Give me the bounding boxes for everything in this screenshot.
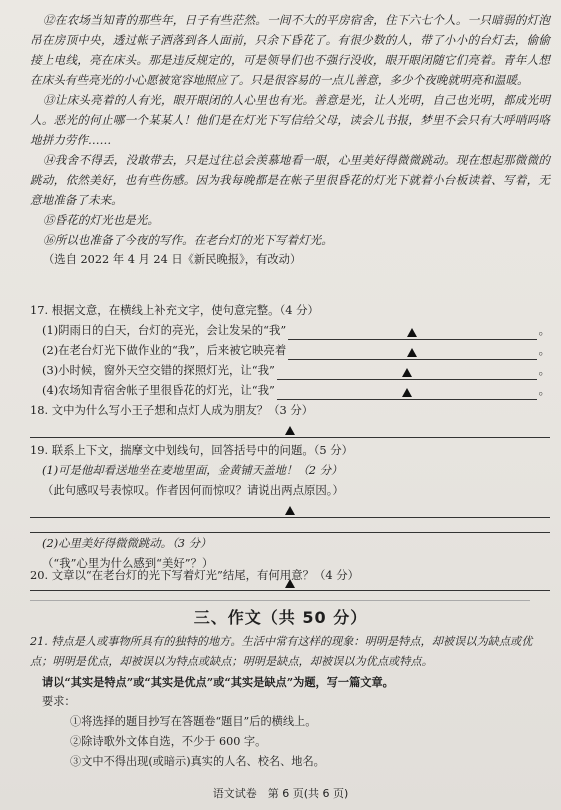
answer-triangle-icon xyxy=(285,426,295,435)
paragraph-14: ⑭我舍不得丢，没敢带去，只是过往总会羡慕地看一眼，心里美好得微微跳动。现在想起那微微的跳动，依然美好，也有些伤感。因为我每晚都是在帐子里很昏花的灯光下就着小台板读着、写着，无意地准备了未来。 xyxy=(30,153,550,207)
q19-sub-2: (2)心里美好得微微跳动。（3 分） xyxy=(42,536,212,550)
section-divider xyxy=(30,600,530,601)
q17-item-2-text: (2)在老台灯光下做作业的“我”，后来被它映亮着 xyxy=(42,343,287,357)
paragraph-13: ⑬让床头亮着的人有光，眼开眼闭的人心里也有光。善意是光，让人光明，自己也光明，都成光明人。恶光的何止哪一个某某人！他们是在灯光下写信给父母，读会儿书报，梦里不会只有大呼哨吗咯地拼力劳作…… xyxy=(30,93,550,147)
q17-item-4: (4)农场知青宿舍帐子里很昏花的灯光，让“我” 。 xyxy=(42,380,550,400)
q17-item-3: (3)小时候，窗外天空交错的探照灯光，让“我” 。 xyxy=(42,360,550,380)
answer-triangle-icon xyxy=(402,388,412,397)
q21-requirements-label: 要求： xyxy=(42,695,76,708)
passage-source: （选自 2022 年 4 月 24 日《新民晚报》，有改动） xyxy=(43,253,302,266)
q17-item-2: (2)在老台灯光下做作业的“我”，后来被它映亮着 。 xyxy=(42,340,550,360)
answer-triangle-icon xyxy=(285,506,295,515)
paragraph-15: ⑮昏花的灯光也是光。 xyxy=(43,213,159,227)
q17-item-4-blank[interactable] xyxy=(277,383,537,400)
section-3-title: 三、作文（共 50 分） xyxy=(193,608,368,627)
q21-requirement-3: ③文中不得出现(或暗示)真实的人名、校名、地名。 xyxy=(70,755,325,768)
question-18 xyxy=(30,400,550,438)
answer-triangle-icon xyxy=(407,348,417,357)
q19-sub-1-question: （此句感叹号表惊叹。作者因何而惊叹？请说出两点原因。） xyxy=(42,483,344,497)
question-20-title: 20. 文章以“在老台灯的光下写着灯光”结尾，有何用意？（4 分） xyxy=(30,568,360,582)
q21-requirement-1: ①将选择的题目抄写在答题卷“题目”后的横线上。 xyxy=(70,715,317,728)
q17-item-4-text: (4)农场知青宿舍帐子里很昏花的灯光，让“我” xyxy=(42,383,275,397)
question-19-title: 19. 联系上下文，揣摩文中划线句，回答括号中的问题。（5 分） xyxy=(30,443,354,457)
q17-item-1-text: (1)阴雨日的白天，台灯的亮光，会让发呆的“我” xyxy=(42,323,287,337)
q17-item-3-blank[interactable] xyxy=(277,363,537,380)
q17-item-1: (1)阴雨日的白天，台灯的亮光，会让发呆的“我” 。 xyxy=(42,320,550,340)
q19-sub-2-question: （“我”心里为什么感到“美好”？） xyxy=(42,556,214,570)
question-21 xyxy=(30,632,550,772)
paragraph-16: ⑯所以也准备了今夜的写作。在老台灯的光下写着灯光。 xyxy=(43,233,333,247)
q17-item-3-text: (3)小时候，窗外天空交错的探照灯光，让“我” xyxy=(42,363,275,377)
q17-item-2-blank[interactable] xyxy=(288,343,536,360)
reading-passage xyxy=(30,10,550,270)
paragraph-12: ⑫在农场当知青的那些年，日子有些茫然。一间不大的平房宿舍，住下六七个人。一只暗弱的灯泡吊在房顶中央，透过帐子洒落到各人面前，只余下昏花了。有很少数的人，带了小小的台灯去，偷偷接上电线，亮在床头。那是违反规定的，可是领导们也不强行没收，眼开眼闭随它们亮着。青年人想在床头有些亮光的小心愿被宽容地照应了。只是很容易的一点儿善意，多少个夜晚就明亮和温暖。 xyxy=(30,13,550,87)
q18-answer-line[interactable] xyxy=(30,420,550,438)
q19-sub-1: (1)可是他却看送地坐在麦地里面，金黄铺天盖地！（2 分） xyxy=(42,463,343,477)
answer-triangle-icon xyxy=(407,328,417,337)
q21-prompt: 21. 特点是人或事物所具有的独特的地方。生活中常有这样的现象：明明是特点，却被误以为缺点或优点；明明是优点，却被误以为特点或缺点；明明是缺点，却被误以为优点或特点。 xyxy=(30,635,533,668)
answer-triangle-icon xyxy=(402,368,412,377)
q21-instruction: 请以“其实是特点”或“其实是优点”或“其实是缺点”为题，写一篇文章。 xyxy=(42,675,394,689)
q19-sub-1-answer-line-2[interactable] xyxy=(30,518,550,533)
question-17-title: 17. 根据文意，在横线上补充文字，使句意完整。（4 分） xyxy=(30,303,319,317)
q19-sub-1-answer-line[interactable] xyxy=(30,500,550,518)
question-18-title: 18. 文中为什么写小王子想和点灯人成为朋友？（3 分） xyxy=(30,403,314,417)
q17-item-1-blank[interactable] xyxy=(288,323,536,340)
question-20 xyxy=(30,565,550,585)
q21-requirement-2: ②除诗歌外文体自选，不少于 600 字。 xyxy=(70,735,267,748)
page-footer: 语文试卷 第 6 页(共 6 页) xyxy=(212,787,349,800)
question-17 xyxy=(30,300,550,400)
